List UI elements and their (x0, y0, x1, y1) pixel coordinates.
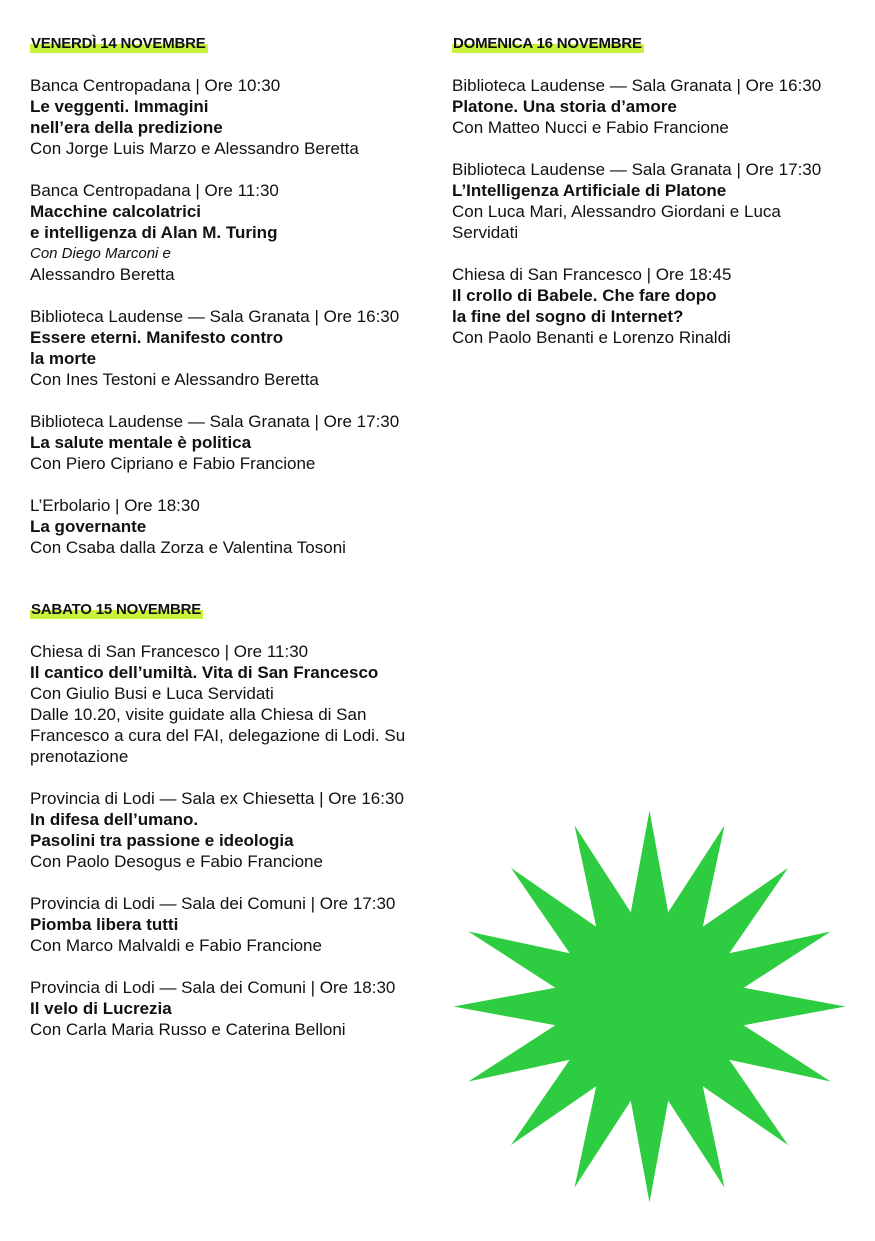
event-title: Piomba libera tutti (30, 915, 179, 934)
event-item (30, 977, 430, 1040)
day-heading: DOMENICA 16 NOVEMBRE (453, 35, 642, 52)
event-speakers: Con Luca Mari, Alessandro Giordani e Luca Servidati (452, 202, 781, 242)
event-item (30, 411, 430, 474)
event-title: Platone. Una storia d’amore (452, 97, 677, 116)
event-speakers: Con Marco Malvaldi e Fabio Francione (30, 936, 322, 955)
event-title: La governante (30, 517, 147, 536)
event-speakers: Con Paolo Desogus e Fabio Francione (30, 852, 323, 871)
event-note: Dalle 10.20, visite guidate alla Chiesa di San Francesco a cura del FAI, delegazione di Lodi. Su prenotazione (30, 705, 406, 766)
event-speakers: Con Giulio Busi e Luca Servidati (30, 684, 274, 703)
event-title: In difesa dell’umano. Pasolini tra passione e ideologia (30, 810, 294, 850)
day-section-friday (30, 34, 430, 558)
event-speakers: Con Csaba dalla Zorza e Valentina Tosoni (30, 538, 346, 557)
event-speakers: Con Paolo Benanti e Lorenzo Rinaldi (452, 328, 731, 347)
event-title: Il crollo di Babele. Che fare dopo la fine del sogno di Internet? (452, 286, 717, 326)
event-speakers: Con Matteo Nucci e Fabio Francione (452, 118, 729, 137)
event-venue: Banca Centropadana | Ore 10:30 (30, 76, 281, 95)
day-section-sunday (452, 34, 847, 348)
event-venue: Biblioteca Laudense — Sala Granata | Ore 17:30 (30, 412, 400, 431)
event-speakers-italic: Con Diego Marconi e (30, 245, 171, 262)
event-venue: L’Erbolario | Ore 18:30 (30, 496, 200, 515)
event-title: Le veggenti. Immagini nell’era della predizione (30, 97, 223, 137)
event-item (30, 893, 430, 956)
event-venue: Chiesa di San Francesco | Ore 11:30 (30, 642, 309, 661)
event-item (452, 159, 847, 243)
event-item (30, 75, 430, 159)
event-venue: Provincia di Lodi — Sala dei Comuni | Ore 17:30 (30, 894, 396, 913)
event-speakers: Alessandro Beretta (30, 265, 175, 284)
event-speakers: Con Piero Cipriano e Fabio Francione (30, 454, 316, 473)
day-heading: SABATO 15 NOVEMBRE (31, 601, 202, 618)
day-section-saturday (30, 600, 430, 1040)
event-venue: Provincia di Lodi — Sala ex Chiesetta | Ore 16:30 (30, 789, 404, 808)
event-venue: Biblioteca Laudense — Sala Granata | Ore 16:30 (30, 307, 400, 326)
event-title: Essere eterni. Manifesto contro la morte (30, 328, 284, 368)
event-item (452, 75, 847, 138)
event-title: Macchine calcolatrici e intelligenza di Alan M. Turing (30, 202, 278, 242)
event-title: Il cantico dell’umiltà. Vita di San Francesco (30, 663, 379, 682)
event-item (30, 495, 430, 558)
event-speakers: Con Ines Testoni e Alessandro Beretta (30, 370, 319, 389)
starburst-icon (452, 803, 847, 1210)
event-venue: Banca Centropadana | Ore 11:30 (30, 181, 279, 200)
event-item (30, 641, 430, 767)
event-venue: Biblioteca Laudense — Sala Granata | Ore 16:30 (452, 76, 822, 95)
event-item (452, 264, 847, 348)
event-item (30, 788, 430, 872)
left-column (30, 34, 430, 1061)
event-venue: Chiesa di San Francesco | Ore 18:45 (452, 265, 732, 284)
event-title: Il velo di Lucrezia (30, 999, 172, 1018)
right-column (452, 34, 847, 369)
event-title: La salute mentale è politica (30, 433, 252, 452)
event-speakers: Con Jorge Luis Marzo e Alessandro Beretta (30, 139, 359, 158)
event-title: L’Intelligenza Artificiale di Platone (452, 181, 727, 200)
event-venue: Provincia di Lodi — Sala dei Comuni | Ore 18:30 (30, 978, 396, 997)
event-item (30, 306, 430, 390)
event-venue: Biblioteca Laudense — Sala Granata | Ore 17:30 (452, 160, 822, 179)
event-speakers: Con Carla Maria Russo e Caterina Belloni (30, 1020, 346, 1039)
event-item (30, 180, 430, 285)
day-heading: VENERDÌ 14 NOVEMBRE (31, 35, 206, 52)
